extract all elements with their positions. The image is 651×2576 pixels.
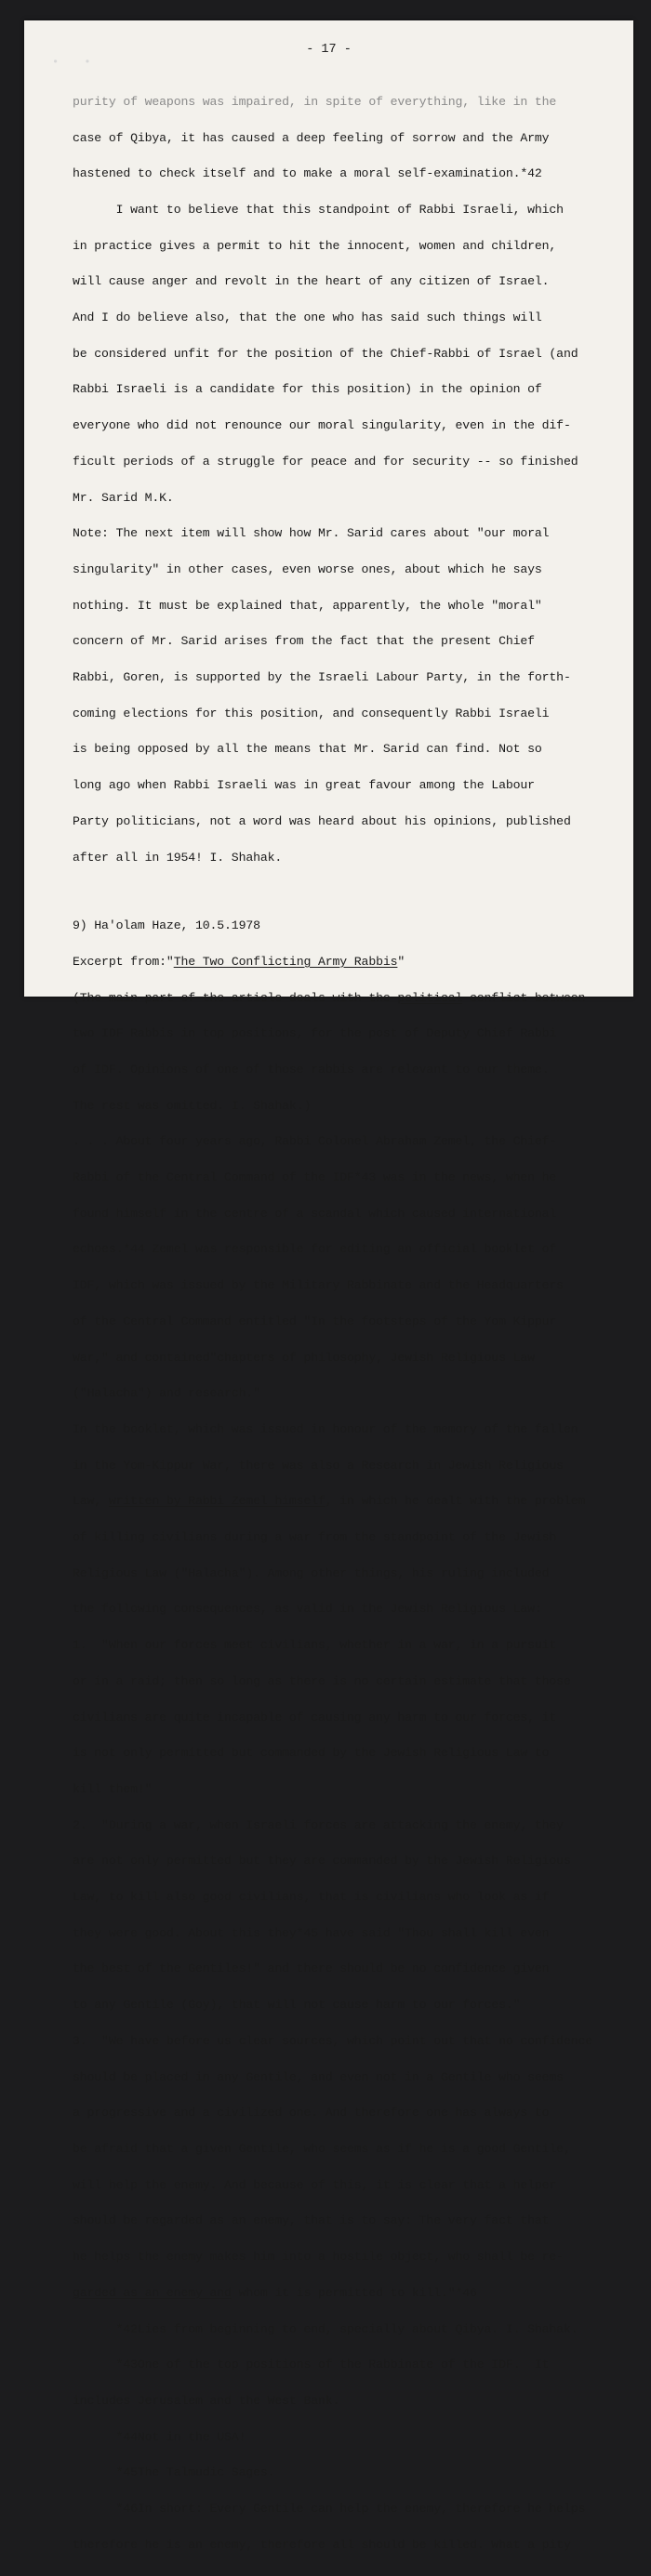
text-line: or in a raid; then so long as there is no certain estimate that those — [73, 1673, 571, 1688]
footnote-line: *45The Talmudic Sages. — [73, 2465, 275, 2480]
footnote-line: *43One of the top positions of the Rabbinate of the IDF. It — [73, 2358, 550, 2372]
text-line: hastened to check itself and to make a moral self-examination.*42 — [73, 166, 542, 181]
text-line: Note: The next item will show how Mr. Sarid cares about "our moral — [73, 526, 550, 541]
text-line: be considered unfit for the position of the Chief-Rabbi of Israel (and — [73, 346, 578, 361]
text-line: of killing civilians during a war from the standpoint of the Jewish — [73, 1530, 557, 1545]
footnote-line: includes Jerusalem and the West Bank. — [73, 2393, 340, 2408]
text-line: be afraid that a given Gentile, who seems as if he is a good Gentile, — [73, 2142, 571, 2156]
text-line: Rabbi, Goren, is supported by the Israeli Labour Party, in the forth- — [73, 670, 571, 685]
text-line: two IDF Rabbis in top positions, for the post of Deputy Chief Rabbi — [73, 1026, 557, 1041]
text-line: Excerpt from:"The Two Conflicting Army Rabbis" — [73, 954, 405, 969]
text-line: ficult periods of a struggle for peace and for security -- so finished — [73, 454, 578, 469]
text-line: 3. "We have before us clear sources, which point out that no confidence — [73, 2033, 592, 2048]
text-line: IDF, which was issued by the Military Rabbinate and the Headquarters — [73, 1278, 564, 1293]
text-line: . . . About four years ago, Rabbi Colonel Abraham Zemel, the Chief- — [73, 1134, 557, 1149]
text-line: Rabbi Israeli is a candidate for this position) in the opinion of — [73, 382, 542, 397]
text-line: 1. "When our forces meet civilians, whether in a war, in a pursuit — [73, 1638, 557, 1653]
text-line: is being opposed by all the means that Mr. Sarid can find. Not so — [73, 742, 542, 757]
page-number: - 17 - — [306, 43, 352, 57]
text-line: I want to believe that this standpoint of Rabbi Israeli, which — [73, 202, 564, 217]
text-line: of the Central Command entitled "In the footsteps of the Yom Kippur — [73, 1314, 557, 1328]
text-line: civilians are quite incapable of causing any harm to our forces, it — [73, 1710, 557, 1724]
text-line: echoes.*44 Zemel was responsible for editing an official booklet of — [73, 1242, 557, 1257]
underlined-phrase: The Two Conflicting Army Rabbis — [173, 954, 398, 969]
text-line: long ago when Rabbi Israeli was in great favour among the Labour — [73, 778, 535, 793]
text-line: he helps the enemy makes him into a hostile object, who shall be re- — [73, 2250, 564, 2265]
underlined-phrase: written by Rabbi Zemel himself — [108, 1494, 326, 1509]
typewritten-body — [73, 73, 631, 2575]
text-line: will cause anger and revolt in the heart of any citizen of Israel. — [73, 274, 550, 289]
footnote-line: therefore he is an enemy, therefore all should be killed. What a pity — [73, 2537, 571, 2552]
document-page — [24, 20, 633, 2552]
text-line: concern of Mr. Sarid arises from the fact that the present Chief — [73, 634, 535, 649]
text-line: found himself in the centre of a scandal which caused international — [73, 1206, 557, 1221]
text-line: after all in 1954! I. Shahak. — [73, 850, 283, 865]
text-line: the best of the Gentiles!" and there should be no confidence given — [73, 1962, 550, 1976]
text-line: in practice gives a permit to hit the innocent, women and children, — [73, 238, 557, 253]
text-line: And I do believe also, that the one who has said such things will — [73, 310, 542, 325]
corner-marks: • • — [52, 56, 100, 69]
text-line: Rabbi of the Central Command of the IDF*43 was in the news, when he — [73, 1170, 557, 1185]
text-line: singularity" in other cases, even worse ones, about which he says — [73, 561, 542, 576]
text-line: 2. "During a war, when Israeli forces are attacking the enemy, they — [73, 1817, 564, 1832]
text-line: they were good. About this they*45 have said "Thou shall kill even — [73, 1925, 550, 1940]
text-line: everyone who did not renounce our moral singularity, even in the dif- — [73, 418, 571, 433]
text-line: The rest was omitted. I. Shahak.) — [73, 1098, 312, 1113]
text-line: purity of weapons was impaired, in spite of everything, like in the — [73, 94, 557, 109]
section-heading: 9) Ha'olam Haze, 10.5.1978 — [73, 918, 260, 933]
text-line: a progressive and a civilized one. And therefore one has always to — [73, 2106, 550, 2120]
text-line: coming elections for this position, and consequently Rabbi Israeli — [73, 706, 550, 720]
text-line: of IDF. Opinions of one of those rabbis are relevant to our theme. — [73, 1062, 550, 1077]
footnote-line: *42Lies from beginning to end, specially about Qibya. I. Shahak. — [73, 2321, 578, 2336]
text-line: to any Gentile (Goy), that will not cause harm to our forces." — [73, 1998, 521, 2013]
text-line: nothing. It must be explained that, apparently, the whole "moral" — [73, 598, 542, 613]
text-line: (The main part of the article deals with the political conflict between — [73, 990, 586, 1005]
underlined-phrase: garded as an enemy and — [73, 2285, 232, 2300]
text-line: Law, written by Rabbi Zemel himself, in which he dealt with the problem — [73, 1494, 586, 1509]
text-line: Mr. Sarid M.K. — [73, 490, 174, 505]
footnote-line: garded as an enemy and whom it is permitted to kill."*46 — [73, 2285, 477, 2300]
text-line: will help the enemy. And because of this, it is clear that a helper — [73, 2177, 557, 2192]
text-line: the following consequences, as valid in the Jewish Religious Law: — [73, 1602, 542, 1617]
text-line: case of Qibya, it has caused a deep feeling of sorrow and the Army — [73, 130, 550, 145]
text-line: should be regarded as an enemy, that is to say: The very fact that — [73, 2213, 550, 2228]
underlined-phrase: political — [397, 990, 463, 1005]
text-line: should be placed in any Gentile, and even not in a Gentile who seems — [73, 2069, 564, 2084]
text-line: Law, to kill also good civilians, that is civilians who look as if — [73, 1890, 550, 1905]
text-line: kill them!" — [73, 1781, 153, 1796]
text-line: in the Yom-Kippur War, there was also a Research in Jewish Religious — [73, 1458, 564, 1473]
text-line: Party politicians, not a word was heard about his opinions, published — [73, 813, 571, 828]
text-line: In the booklet, which was issued in honour of the memory of the fallen — [73, 1421, 578, 1436]
footnote-line: *46In short: Every Gentile can help the enemy, therefore he helps — [73, 2502, 586, 2517]
text-line: is not only permitted but commanded by the Jewish Religious Law to — [73, 1746, 550, 1761]
footnote-line: *44Not in the USA! — [73, 2429, 246, 2444]
text-line: Religious Law ("Halacha"). Among other things, his ruling included — [73, 1565, 550, 1580]
text-line: War," and contained"chapters of philosophy, Jewish Religious Law — [73, 1350, 535, 1365]
text-line: ("Halacha") and research." — [73, 1386, 260, 1401]
text-line: are not only permitted but they are commanded by the Jewish Religious — [73, 1854, 571, 1869]
